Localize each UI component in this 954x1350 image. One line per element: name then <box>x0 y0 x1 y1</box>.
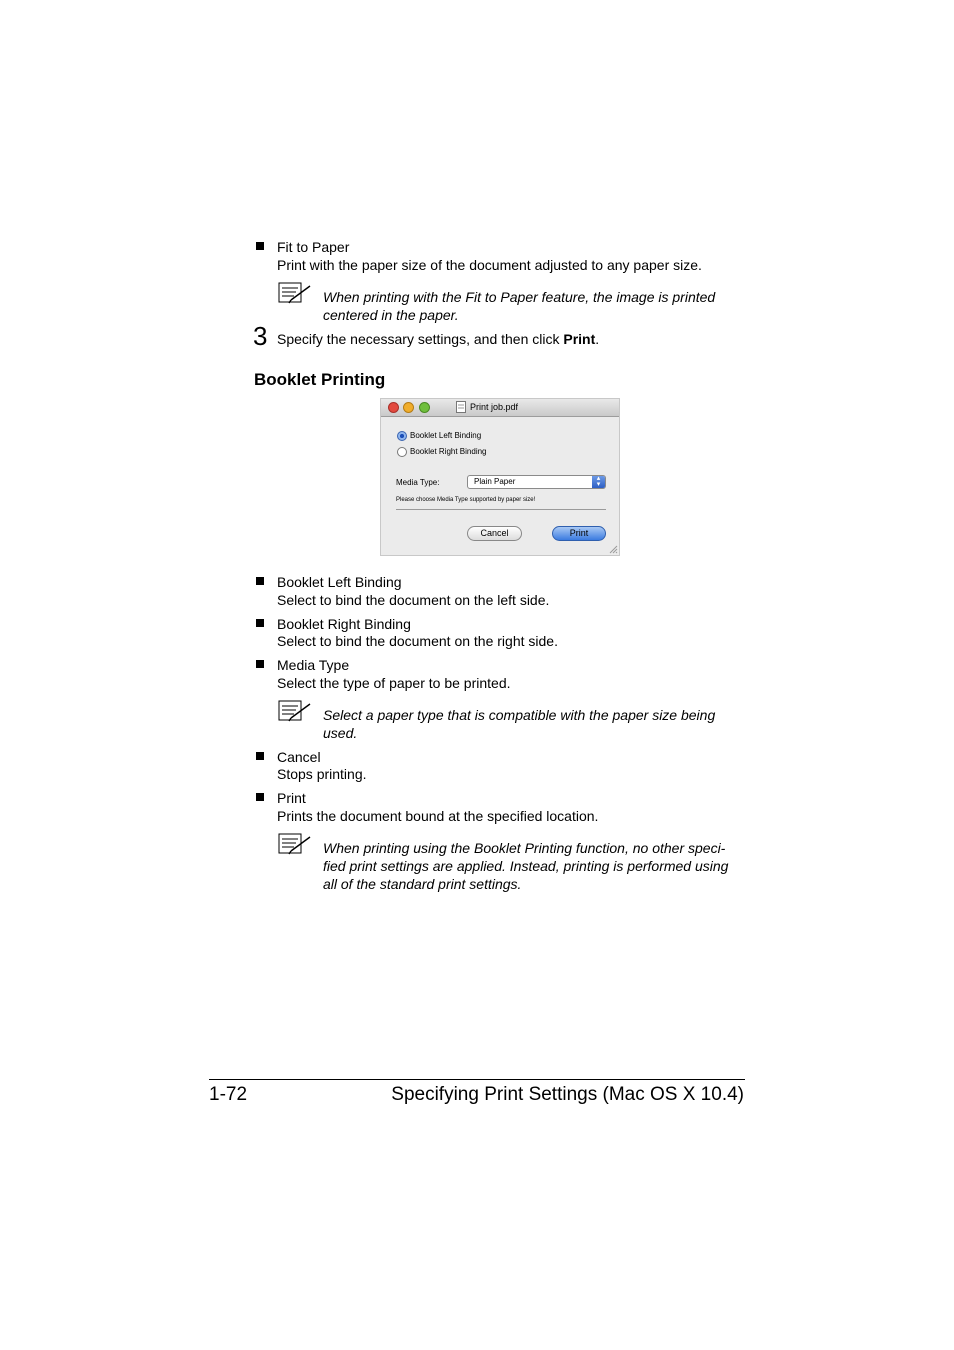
radio-booklet-right-binding[interactable] <box>397 447 407 457</box>
item-desc-booklet-left: Select to bind the document on the left side. <box>277 592 550 608</box>
print-dialog <box>380 398 620 556</box>
select-arrows-icon: ▴ ▾ <box>592 476 605 488</box>
note-icon <box>278 282 312 304</box>
step-text-bold: Print <box>563 331 596 347</box>
bullet <box>256 242 264 250</box>
footer-title: Specifying Print Settings (Mac OS X 10.4) <box>391 1084 744 1105</box>
cancel-button[interactable]: Cancel <box>467 526 522 541</box>
media-type-value: Plain Paper <box>474 477 516 486</box>
radio-label-right: Booklet Right Binding <box>410 447 487 456</box>
note-fit-to-paper <box>323 288 715 324</box>
media-type-label: Media Type: <box>396 478 440 487</box>
item-desc-cancel: Stops printing. <box>277 766 367 782</box>
note-icon <box>278 833 312 855</box>
page-number: 1-72 <box>209 1084 248 1105</box>
note-line: used. <box>323 725 358 741</box>
radio-label-left: Booklet Left Binding <box>410 431 482 440</box>
item-desc-print: Prints the document bound at the specified location. <box>277 808 599 824</box>
close-icon[interactable] <box>388 402 399 413</box>
radio-booklet-left-binding[interactable] <box>397 431 407 441</box>
step-number: 3 <box>253 321 268 351</box>
note-line: centered in the paper. <box>323 307 459 323</box>
step-text-end: . <box>595 331 600 347</box>
note-booklet-printing <box>323 839 728 893</box>
note-line: When printing using the Booklet Printing function, no other speci- <box>323 840 726 856</box>
footer-rule <box>209 1079 745 1080</box>
item-title-fit-to-paper: Fit to Paper <box>277 239 350 255</box>
bullet <box>256 793 264 801</box>
step-text-main: Specify the necessary settings, and then click <box>277 331 564 347</box>
note-line: all of the standard print settings. <box>323 876 522 892</box>
bullet <box>256 752 264 760</box>
bullet <box>256 577 264 585</box>
dialog-divider <box>396 509 606 510</box>
item-title-booklet-right: Booklet Right Binding <box>277 616 411 632</box>
note-media-type <box>323 706 715 742</box>
print-button[interactable]: Print <box>552 526 606 541</box>
media-type-select[interactable] <box>467 475 606 489</box>
item-title-print: Print <box>277 790 306 806</box>
note-line: Select a paper type that is compatible with the paper size being <box>323 707 716 723</box>
resize-grip-icon[interactable] <box>609 545 618 554</box>
item-title-media-type: Media Type <box>277 657 350 673</box>
bullet <box>256 619 264 627</box>
document-icon <box>456 401 466 413</box>
minimize-icon[interactable] <box>403 402 414 413</box>
dialog-title: Print job.pdf <box>470 402 519 412</box>
media-hint: Please choose Media Type supported by paper size! <box>396 497 536 503</box>
item-desc-fit-to-paper: Print with the paper size of the document adjusted to any paper size. <box>277 257 702 273</box>
item-desc-media-type: Select the type of paper to be printed. <box>277 675 511 691</box>
section-heading: Booklet Printing <box>254 370 386 389</box>
item-title-cancel: Cancel <box>277 749 321 765</box>
note-line: fied print settings are applied. Instead, printing is performed using <box>323 858 729 874</box>
step-text <box>277 330 599 348</box>
note-icon <box>278 700 312 722</box>
item-desc-booklet-right: Select to bind the document on the right side. <box>277 633 558 649</box>
bullet <box>256 660 264 668</box>
zoom-icon[interactable] <box>419 402 430 413</box>
dialog-titlebar <box>381 399 619 417</box>
note-line: When printing with the Fit to Paper feature, the image is printed <box>323 289 716 305</box>
item-title-booklet-left: Booklet Left Binding <box>277 574 402 590</box>
